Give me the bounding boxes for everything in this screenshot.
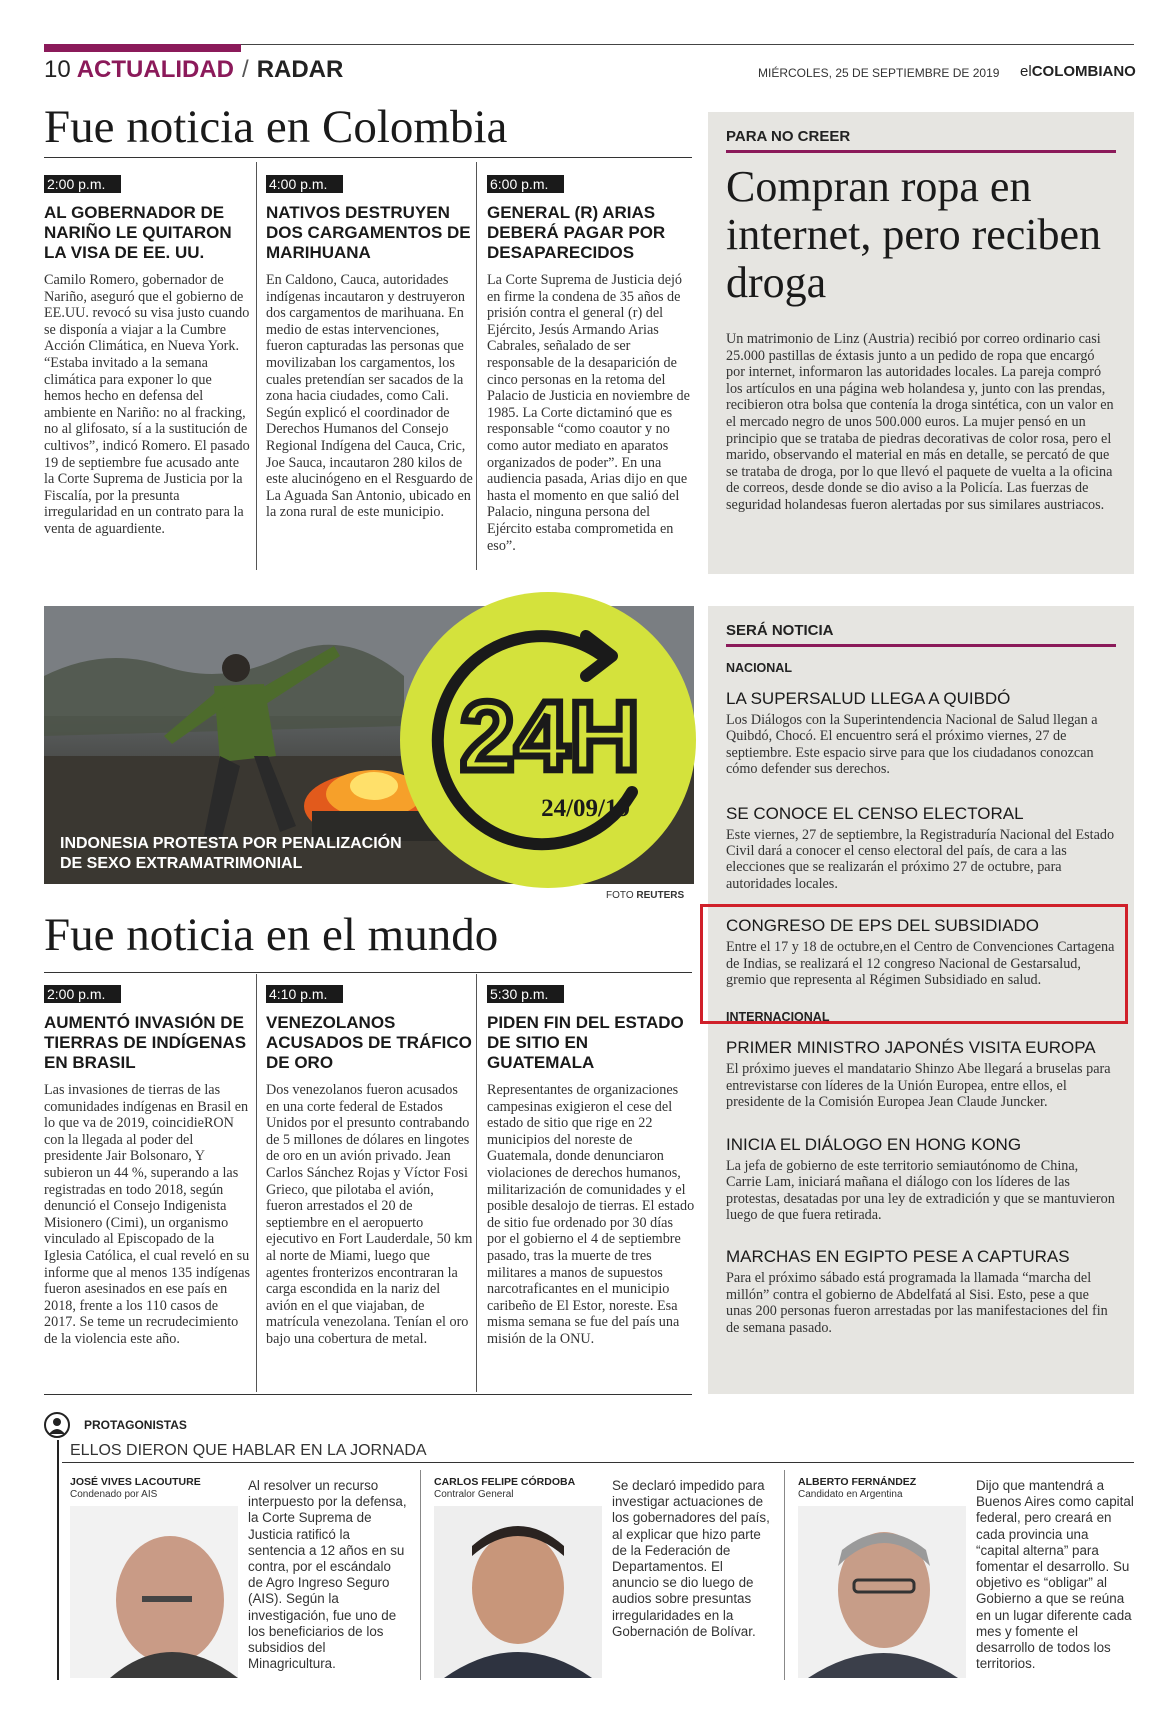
photo-credit: FOTO REUTERS	[606, 890, 685, 901]
person-role: Condenado por AIS	[70, 1489, 158, 1500]
column-divider	[476, 974, 477, 1392]
nacional-label: NACIONAL	[726, 661, 792, 675]
protagonistas-label: PROTAGONISTAS	[84, 1418, 187, 1432]
article-title: AL GOBERNADOR DE NARIÑO LE QUITARON LA VISA DE EE. UU.	[44, 203, 232, 262]
photo-caption: INDONESIA PROTESTA POR PENALIZACIÓN DE SEXO EXTRAMATRIMONIAL	[60, 835, 402, 872]
article-title: NATIVOS DESTRUYEN DOS CARGAMENTOS DE MARIHUANA	[266, 203, 471, 262]
header-accent-bar	[44, 44, 241, 52]
person-name: CARLOS FELIPE CÓRDOBA	[434, 1476, 576, 1488]
mundo-article-2	[266, 984, 474, 1348]
person-text: Al resolver un recurso interpuesto por la defensa, la Corte Suprema de Justicia ratificó la sentencia a 12 años en su contra, por el escándalo de Agro Ingreso Seguro (AIS). Según la investigación, fue uno de los beneficiarios de los subsidios del Minagricultura.	[248, 1478, 407, 1672]
column-divider	[256, 162, 257, 570]
para-no-creer-box	[708, 112, 1134, 574]
person-photo	[434, 1506, 602, 1678]
article-body: La Corte Suprema de Justicia dejó en firme la condena de 35 años de prisión contra el general (r) del Ejército, Jesús Armando Arias Cabrales, señalado de ser responsable de la desaparición de cinco personas en la retoma del Palacio de Justicia en noviembre de 1985. La Corte dictaminó que es responsable “como coautor y no como autor mediato en aparatos organizados de poder”. En una audiencia pasada, Arias dijo en que hasta el momento en que salió del Palacio, ninguna persona del Ejército estaba comprometida en eso”.	[487, 272, 690, 554]
sera-noticia-item	[726, 804, 1116, 893]
issue-date: MIÉRCOLES, 25 DE SEPTIEMBRE DE 2019	[758, 66, 1000, 80]
para-no-creer-body: Un matrimonio de Linz (Austria) recibió por correo ordinario casi 25.000 pastillas de éxtasis junto a un pedido de ropa que encargó por internet, informaron las autoridades locales. La pareja compró los artículos en una página web holandesa y, junto con las prendas, recibieron otra bolsa que contenía la droga sintética, con un valor en el mercado negro de unos 500.000 euros. La mujer pensó en un principio que se trataba de piedras decorativas de color rosa, pero el marido, observando el material en más en detalle, se percató de que se trataba de droga, por lo que llevó el paquete de vuelta a la oficina de correos, desde donde se dio aviso a la Policía. Las fuerzas de seguridad holandesas fueron alertadas por sus similares austriacos.	[726, 331, 1114, 513]
article-body: Dos venezolanos fueron acusados en una corte federal de Estados Unidos por el presunto contrabando de 5 millones de dólares en lingotes de oro en un avión privado. Jean Carlos Sánchez Rojas y Víctor Fosi Grieco, que pilotaba el avión, fueron arrestados el 20 de septiembre en el aeropuerto ejecutivo en Fort Lauderdale, 50 km al norte de Miami, luego que agentes fronterizos encontraran la carga escondida en la nariz del avión en el que viajaban, de matrícula venezolana. Tenían el oro bajo una cobertura de metal.	[266, 1082, 473, 1347]
sera-noticia-item	[726, 1247, 1116, 1336]
colombia-article-2	[266, 174, 474, 521]
subsection-name: RADAR	[256, 56, 344, 83]
colombia-article-1	[44, 174, 252, 538]
item-body: Para el próximo sábado está programada la llamada “marcha del millón” contra el gobierno de Abdelfatá al Sisi. Esto, pese a que unas 200 personas fueron arrestadas por las manifestaciones del fin de semana pasado.	[726, 1270, 1108, 1336]
sera-noticia-item	[726, 689, 1116, 778]
article-title: PIDEN FIN DEL ESTADO DE SITIO EN GUATEMALA	[487, 1013, 684, 1072]
item-body: Este viernes, 27 de septiembre, la Registraduría Nacional del Estado Civil dará a conocer el censo electoral del país, de cara a las elecciones que se realizarán el próximo 27 de octubre, para autoridades locales.	[726, 826, 1115, 892]
time-tag: 5:30 p.m.	[487, 985, 564, 1003]
person-text: Dijo que mantendrá a Buenos Aires como capital federal, pero creará en cada provincia una “capital alterna” para fomentar el desarrollo. Su objetivo es “obligar” al Gobierno a que se reúna en un lugar diferente cada mes y fomente el desarrollo de todos los territorios.	[976, 1478, 1134, 1672]
24h-badge	[400, 592, 696, 888]
section-name: ACTUALIDAD	[76, 56, 235, 83]
item-title: MARCHAS EN EGIPTO PESE A CAPTURAS	[726, 1247, 1070, 1267]
article-title: GENERAL (R) ARIAS DEBERÁ PAGAR POR DESAPARECIDOS	[487, 203, 666, 262]
highlight-box	[700, 904, 1128, 1024]
sera-noticia-item	[726, 1038, 1116, 1110]
mundo-bottom-rule	[44, 1394, 692, 1395]
item-title: PRIMER MINISTRO JAPONÉS VISITA EUROPA	[726, 1038, 1096, 1058]
protagonistas-divider	[784, 1470, 785, 1680]
person-role: Candidato en Argentina	[798, 1489, 903, 1500]
person-role: Contralor General	[434, 1489, 514, 1500]
person-photo	[798, 1506, 966, 1678]
item-title: LA SUPERSALUD LLEGA A QUIBDÓ	[726, 689, 1011, 708]
24h-circle-arrow-icon	[400, 592, 696, 888]
mundo-heading: Fue noticia en el mundo	[44, 909, 499, 961]
protagonistas-divider	[420, 1470, 421, 1680]
protagonistas-subtitle: ELLOS DIERON QUE HABLAR EN LA JORNADA	[70, 1442, 427, 1459]
time-tag: 4:00 p.m.	[266, 175, 343, 193]
article-body: En Caldono, Cauca, autoridades indígenas incautaron y destruyeron dos cargamentos de marihuana. En medio de estas intervenciones, fueron capturadas las personas que movilizaban los cargamentos, los cuales pretendían ser sacados de la zona hacia ciudades, como Cali. Según explicó el coordinador de Derechos Humanos del Consejo Regional Indígena del Cauca, Cric, Joe Sauca, incautaron 280 kilos de este alucinógeno en el Resguardo de La Aguada San Antonio, ubicado en la zona rural de este municipio.	[266, 272, 473, 521]
badge-date: 24/09/19	[541, 795, 630, 822]
section-header	[44, 56, 343, 84]
page-number: 10	[44, 56, 71, 83]
item-body: Los Diálogos con la Superintendencia Nacional de Salud llegan a Quibdó, Chocó. El encuentro será el próximo viernes, 27 de septiembre. Este espacio sirve para que los ciudadanos conozcan cómo defender sus derechos.	[726, 712, 1098, 778]
section-separator: /	[242, 56, 249, 83]
badge-text: 24H	[460, 681, 640, 791]
time-tag: 4:10 p.m.	[266, 985, 343, 1003]
sera-noticia-item	[726, 1135, 1116, 1224]
item-title: INICIA EL DIÁLOGO EN HONG KONG	[726, 1134, 1022, 1154]
para-no-creer-label: PARA NO CREER	[726, 128, 851, 145]
item-title: CONGRESO DE EPS DEL SUBSIDIADO	[726, 916, 1039, 936]
article-body: Las invasiones de tierras de las comunidades indígenas en Brasil en lo que va de 2019, coincidieRON con la llegada al poder del presidente Jair Bolsonaro, Y subieron un 44 %, superando a las registradas en todo 2018, según denunció el Consejo Indigenista Misionero (Cimi), un organismo vinculado al Episcopado de la Iglesia Católica, el cual reveló en su informe que al menos 135 indígenas fueron asesinados en ese país en 2018, frente a los 110 casos de 2017. Se teme un recrudecimiento de la violencia este año.	[44, 1082, 251, 1347]
newspaper-logo: elCOLOMBIANO	[1020, 63, 1136, 80]
person-name: ALBERTO FERNÁNDEZ	[798, 1476, 917, 1488]
accent-rule	[726, 644, 1116, 647]
item-body: El próximo jueves el mandatario Shinzo Abe llegará a bruselas para entrevistarse con líderes de la Unión Europea, entre ellos, el presidente de la Comisión Europea Jean Claude Juncker.	[726, 1061, 1111, 1111]
internacional-label: INTERNACIONAL	[726, 1010, 830, 1025]
column-divider	[476, 162, 477, 570]
protagonistas-vertical-rule	[57, 1440, 59, 1680]
mundo-article-3	[487, 984, 695, 1348]
time-tag: 2:00 p.m.	[44, 175, 121, 193]
person-name: JOSÉ VIVES LACOUTURE	[70, 1476, 201, 1488]
para-no-creer-title: Compran ropa en internet, pero reciben droga	[726, 162, 1102, 307]
item-body: Entre el 17 y 18 de octubre,en el Centro de Convenciones Cartagena de Indias, se realizará el 12 congreso Nacional de Gestarsalud, gremio que representa al Régimen Subsidiado en salud.	[726, 939, 1115, 989]
article-title: AUMENTÓ INVASIÓN DE TIERRAS DE INDÍGENAS EN BRASIL	[44, 1013, 247, 1072]
colombia-rule	[44, 157, 692, 158]
sera-noticia-label: SERÁ NOTICIA	[726, 622, 834, 639]
article-title: VENEZOLANOS ACUSADOS DE TRÁFICO DE ORO	[266, 1013, 472, 1072]
person-icon	[44, 1412, 70, 1438]
time-tag: 6:00 p.m.	[487, 175, 564, 193]
colombia-heading: Fue noticia en Colombia	[44, 101, 508, 153]
article-body: Representantes de organizaciones campesinas exigieron el cese del estado de sitio que rige en 22 municipios del noreste de Guatemala, donde denunciaron violaciones de derechos humanos, militarización de comunidades y el posible desalojo de tierras. El estado de sitio fue ordenado por 30 días por el gobierno el 4 de septiembre pasado, tras la muerte de tres militares a manos de supuestos narcotraficantes en el municipio caribeño de El Estor, noreste. Esa misma semana se fue del país una misión de la ONU.	[487, 1082, 695, 1347]
column-divider	[256, 974, 257, 1392]
item-title: SE CONOCE EL CENSO ELECTORAL	[726, 803, 1024, 823]
time-tag: 2:00 p.m.	[44, 985, 121, 1003]
mundo-article-1	[44, 984, 252, 1348]
person-photo	[70, 1506, 238, 1678]
mundo-rule	[44, 972, 692, 973]
person-text: Se declaró impedido para investigar actuaciones de los gobernadores del país, al explicar que hizo parte de la Federación de Departamentos. El anuncio se dio luego de audios sobre presuntas irregularidades en la Gobernación de Bolívar.	[612, 1478, 770, 1639]
accent-rule	[726, 150, 1116, 153]
item-body: La jefa de gobierno de este territorio semiautónomo de China, Carrie Lam, iniciará mañana el diálogo con los líderes de las protestas, desatadas por una ley de extradición y que se mantuvieron luego de que fuera retirada.	[726, 1157, 1115, 1223]
protagonistas-rule	[62, 1462, 1134, 1463]
article-body: Camilo Romero, gobernador de Nariño, aseguró que el gobierno de EE.UU. revocó su visa justo cuando se disponía a viajar a la Cumbre Acción Climática, en Nueva York. “Estaba invitado a la semana climática para exponer lo que hemos hecho en defensa del ambiente en Nariño: no al fracking, no al glifosato, sí a la sustitución de cultivos”, indicó Romero. El pasado 19 de septiembre fue acusado ante la Corte Suprema de Justicia por la Fiscalía, por la presunta irregularidad en un contrato para la venta de aguardiente.	[44, 272, 250, 537]
colombia-article-3	[487, 174, 695, 554]
